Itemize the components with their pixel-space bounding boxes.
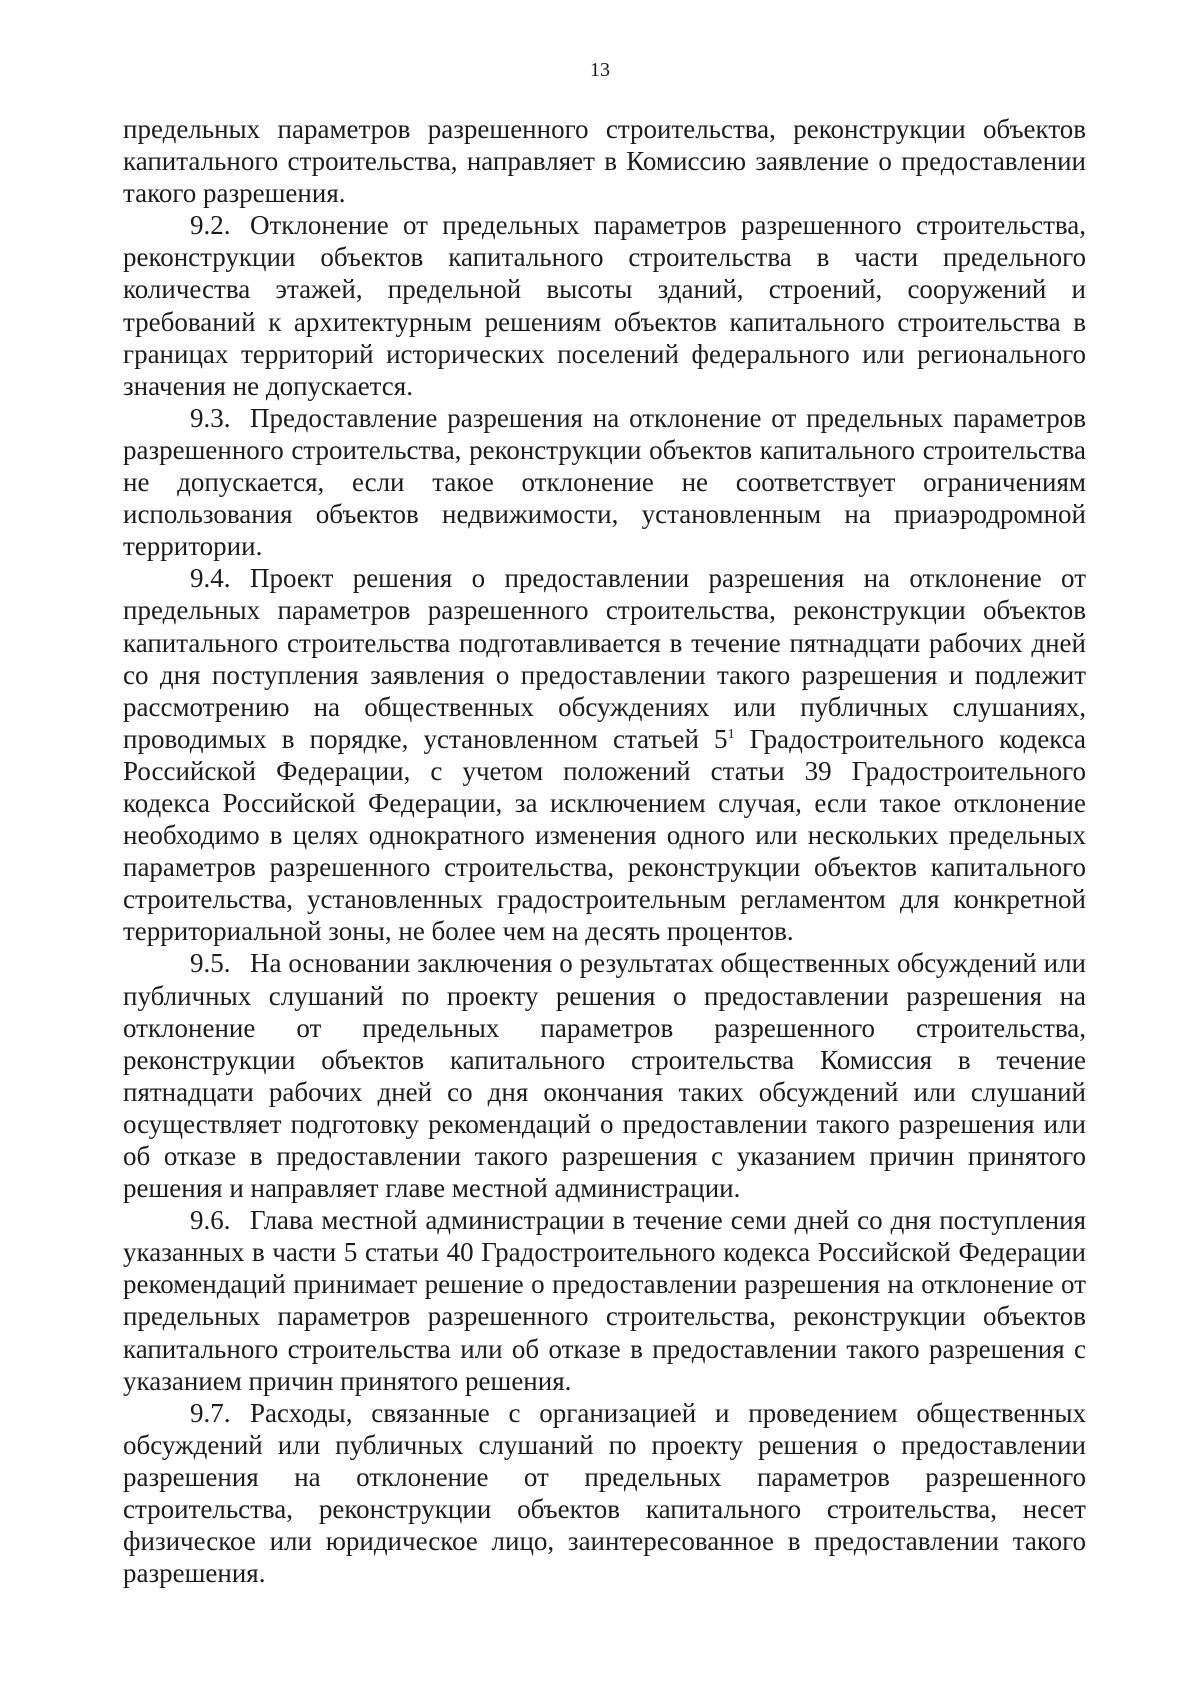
paragraph-number: 9.7. xyxy=(190,1397,231,1428)
paragraph-text-before-superscript: Проект решения о предоставлении разрешения на отклонение от предельных параметров разрешенного строительства, реконструкции объектов капитального строительства подготавливается в течение пятнадцати рабочих дней со дня поступления заявления о предоставлении такого разрешения и подлежит рассмотрению на общественных обсуждениях или публичных слушаниях, проводимых в порядке, установленном статьей 5 xyxy=(123,563,1086,754)
document-body xyxy=(123,113,1086,1589)
paragraph-9-3 xyxy=(123,402,1086,562)
paragraph-number: 9.3. xyxy=(190,402,231,433)
paragraph-text-after-superscript: Градостроительного кодекса Российской Федерации, с учетом положений статьи 39 Градостроительного кодекса Российской Федерации, за исключением случая, если такое отклонение необходимо в целях однократного изменения одного или нескольких предельных параметров разрешенного строительства, реконструкции объектов капитального строительства, установленных градостроительным регламентом для конкретной территориальной зоны, не более чем на десять процентов. xyxy=(123,723,1087,947)
paragraph-number: 9.6. xyxy=(190,1205,231,1236)
paragraph-number: 9.2. xyxy=(190,210,231,241)
paragraph-text: предельных параметров разрешенного строительства, реконструкции объектов капитального строительства, направляет в Комиссию заявление о предоставлении такого разрешения. xyxy=(123,114,1086,209)
page-number: 13 xyxy=(590,59,610,81)
paragraph-9-5 xyxy=(123,947,1086,1204)
paragraph-text: Глава местной администрации в течение семи дней со дня поступления указанных в части 5 статьи 40 Градостроительного кодекса Российской Федерации рекомендаций принимает решение о предоставлении разрешения на отклонение от предельных параметров разрешенного строительства, реконструкции объектов капитального строительства или об отказе в предоставлении такого разрешения с указанием причин принятого решения. xyxy=(123,1205,1086,1396)
paragraph-number: 9.5. xyxy=(190,948,231,979)
paragraph-9-6 xyxy=(123,1204,1086,1397)
paragraph-9-4 xyxy=(123,562,1086,947)
paragraph-text: Отклонение от предельных параметров разрешенного строительства, реконструкции объектов капитального строительства в части предельного количества этажей, предельной высоты зданий, строений, сооружений и требований к архитектурным решениям объектов капитального строительства в границах территорий исторических поселений федерального или регионального значения не допускается. xyxy=(123,210,1086,401)
article-superscript: 1 xyxy=(727,726,735,742)
paragraph-9-7 xyxy=(123,1397,1086,1590)
paragraph-text: Предоставление разрешения на отклонение от предельных параметров разрешенного строительства, реконструкции объектов капитального строительства не допускается, если такое отклонение не соответствует ограничениям использования объектов недвижимости, установленным на приаэродромной территории. xyxy=(123,402,1086,562)
paragraph-number: 9.4. xyxy=(190,563,231,594)
paragraph-9-2 xyxy=(123,209,1086,402)
paragraph-text: Расходы, связанные с организацией и проведением общественных обсуждений или публичных слушаний по проекту решения о предоставлении разрешения на отклонение от предельных параметров разрешенного строительства, реконструкции объектов капитального строительства, несет физическое или юридическое лицо, заинтересованное в предоставлении такого разрешения. xyxy=(123,1397,1086,1589)
paragraph-text: На основании заключения о результатах общественных обсуждений или публичных слушаний по проекту решения о предоставлении разрешения на отклонение от предельных параметров разрешенного строительства, реконструкции объектов капитального строительства Комиссия в течение пятнадцати рабочих дней со дня окончания таких обсуждений или слушаний осуществляет подготовку рекомендаций о предоставлении такого разрешения или об отказе в предоставлении такого разрешения с указанием причин принятого решения и направляет главе местной администрации. xyxy=(123,948,1086,1204)
paragraph-continuation xyxy=(123,113,1086,209)
